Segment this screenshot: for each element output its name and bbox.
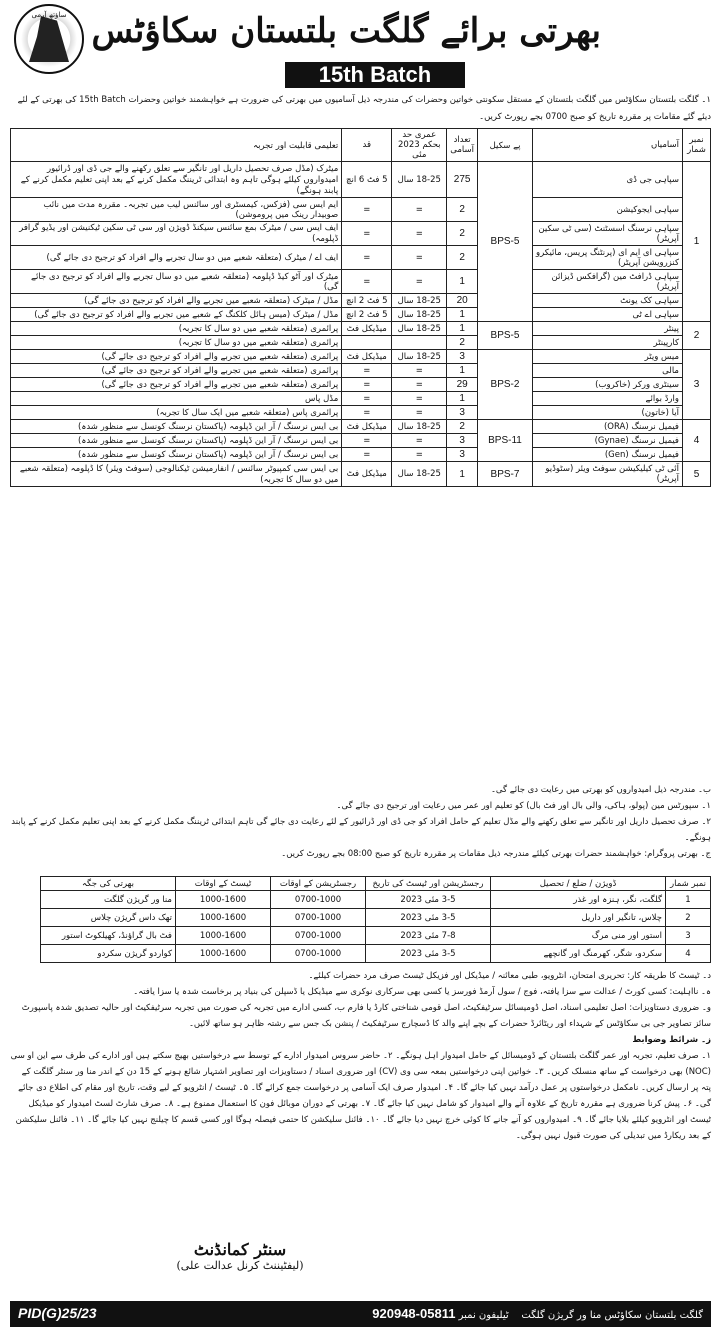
post-count: 2 [447,246,478,270]
height-req: میڈیکل فٹ [342,420,392,434]
post-name: سپاہی ڈرافٹ مین (گرافکس ڈیزائن آپریٹر) [533,270,683,294]
qualification: میٹرک (مڈل صرف تحصیل داریل اور تانگیر سے تعلق رکھنے والے جی ڈی اور ڈرائیور امیدواروں کیلئے ہوگی تاہم وہ ابتدائی ٹریننگ مکمل کرنے کے بعد اپنی تعلیم مکمل کرنے کے پابند ہونگے) [11,162,342,198]
age-limit: = [392,378,447,392]
sched-place: کواردو گریژن سکردو [41,945,176,963]
table-row [11,308,711,322]
age-limit: = [392,246,447,270]
sched-date: 7-8 مئی 2023 [366,927,491,945]
header-post: آسامیاں [533,129,683,162]
rule-z-title: ز۔ شرائط وضوابط [632,1035,711,1045]
pay-scale: BPS-7 [478,462,533,487]
sched-reg: 0700-1000 [271,891,366,909]
header-count: تعداد آسامی [447,129,478,162]
table-header-row [11,129,711,162]
schedule-row [41,945,711,963]
table-row [11,434,711,448]
sched-h-test: ٹیسٹ کے اوقات [176,877,271,891]
post-name: سپاہی نرسنگ اسسٹنٹ (سی ٹی سکین آپریٹر) [533,222,683,246]
height-req: = [342,198,392,222]
header-bps: پے سکیل [478,129,533,162]
qualification: بی ایس نرسنگ / آر این ڈپلومہ (پاکستان نرسنگ کونسل سے منظور شدہ) [11,434,342,448]
rule-d: د۔ ٹیسٹ کا طریقہ کار: تحریری امتحان، انٹرویو، طبی معائنہ / میڈیکل اور فزیکل ٹیسٹ صرف مرد حضرات کیلئے۔ [308,971,711,981]
qualification: مڈل پاس [11,392,342,406]
sched-h-place: بھرتی کی جگہ [41,877,176,891]
height-req: = [342,378,392,392]
logo-text: ساؤتھ آرمی [31,11,67,19]
sched-place: فٹ بال گراؤنڈ، کھیلکوٹ استور [41,927,176,945]
qualification: بی ایس نرسنگ / آر این ڈپلومہ (پاکستان نرسنگ کونسل سے منظور شدہ) [11,420,342,434]
header-qualification: تعلیمی قابلیت اور تجربہ [11,129,342,162]
post-name: سینٹری ورکر (خاکروب) [533,378,683,392]
age-limit: = [392,270,447,294]
qualification: پرائمری (متعلقہ شعبے میں دو سال کا تجربہ) [11,336,342,350]
age-limit: 18-25 سال [392,162,447,198]
note-b: ب۔ مندرجہ ذیل امیدواروں کو بھرتی میں رعایت دی جائے گی۔ [490,785,711,795]
intro-text: ۱۔ گلگت بلتستان سکاؤٹس میں گلگت بلتستان کے مستقل سکونتی خواتین وحضرات کی مندرجہ ذیل آسامیوں میں بھرتی کی ضرورت ہے خواہشمند خواتین وحضرات 15th Batch کی بھرتی کے لئے دیئے گئے مقامات پر مقررہ تاریخ کو صبح 0700 بجے رپورٹ کریں۔ [17,95,711,122]
sched-place: منا ور گریژن گلگت [41,891,176,909]
height-req: = [342,392,392,406]
sched-test: 1000-1600 [176,891,271,909]
signature-block [140,1240,340,1272]
post-count: 1 [447,270,478,294]
age-limit: = [392,392,447,406]
post-count: 2 [447,420,478,434]
posts-table [10,128,711,487]
table-row [11,198,711,222]
sched-reg: 0700-1000 [271,945,366,963]
rule-h: ہ۔ نااہلیت: کسی کورٹ / عدالت سے سزا یافتہ، فوج / سول آرمڈ فورسز یا کسی بھی سرکاری نوکری سے میڈیکل یا ڈسپلن کی بنیاد پر برخاست شدہ یا سزا یافتہ۔ [133,987,711,997]
age-limit: 18-25 سال [392,420,447,434]
pay-scale: BPS-5 [478,162,533,322]
age-limit: = [392,406,447,420]
post-count: 275 [447,162,478,198]
schedule-table [40,876,711,963]
group-number: 5 [683,462,711,487]
table-row [11,322,711,336]
post-name: سپاہی کک یونٹ [533,294,683,308]
height-req: میڈیکل فٹ [342,322,392,336]
post-count: 20 [447,294,478,308]
qualification: پرائمری (متعلقہ شعبے میں تجربے والے افراد کو ترجیح دی جائے گی) [11,364,342,378]
table-row [11,222,711,246]
post-name: پینٹر [533,322,683,336]
table-row [11,378,711,392]
sched-date: 3-5 مئی 2023 [366,891,491,909]
group-number: 3 [683,350,711,420]
table-row [11,350,711,364]
height-req: = [342,364,392,378]
table-row [11,392,711,406]
table-row [11,448,711,462]
age-limit: = [392,198,447,222]
sched-no: 4 [666,945,711,963]
sched-reg: 0700-1000 [271,909,366,927]
footer-phone-label: ٹیلیفون نمبر [458,1310,509,1321]
schedule-header-row [41,877,711,891]
post-name: میس ویٹر [533,350,683,364]
sched-h-no: نمبر شمار [666,877,711,891]
header-no: نمبر شمار [683,129,711,162]
group-number: 2 [683,322,711,350]
height-req: = [342,406,392,420]
qualification: مڈل / میٹرک (میس ہائل کلکنگ کے شعبے میں تجربے والے افراد کو ترجیح دی جائے گی) [11,308,342,322]
height-req: 5 فٹ 2 انچ [342,294,392,308]
post-name: مالی [533,364,683,378]
group-number: 1 [683,162,711,322]
header [10,2,711,94]
signature-title: سنٹر کمانڈنٹ [193,1240,287,1259]
sched-place: تھک داس گریژن چلاس [41,909,176,927]
height-req: 5 فٹ 6 انچ [342,162,392,198]
height-req: میڈیکل فٹ [342,350,392,364]
post-name: سپاہی ای ایم ای (پرنٹنگ پریس، مائیکرو کنزرویشن آپریٹر) [533,246,683,270]
schedule-row [41,909,711,927]
schedule-row [41,927,711,945]
note-1: ۱۔ سپورٹس مین (پولو، ہاکی، والی بال اور فٹ بال) کو تعلیم اور عمر میں رعایت اور ترجیح دی جائے گی۔ [336,801,711,811]
batch-label: 15th Batch [285,62,465,88]
pay-scale: BPS-5 [478,322,533,350]
post-count: 1 [447,322,478,336]
header-height: قد [342,129,392,162]
footer-phone: 05811-920948 [372,1306,456,1321]
post-name: سپاہی ایجوکیشن [533,198,683,222]
rule-w: و۔ ضروری دستاویزات: اصل تعلیمی اسناد، اصل ڈومیسائل سرٹیفکیٹ، اصل قومی شناختی کارڈ یا فارم ب، کسی ادارے میں تجربہ کی صورت میں تجربہ سرٹیفکیٹ اور حالیہ تصدیق شدہ پاسپورٹ سائز تصاویر جی بی سکاؤٹس کے شہداء اور ریٹائرڈ حضرات کے بچے اپنے والد کا ڈسچارج سرٹیفکیٹ / پنشن بک جس سے رشتہ ظاہر ہو ساتھ لائیں۔ [21,1003,711,1029]
age-limit: 18-25 سال [392,462,447,487]
signature-name: (لیفٹیننٹ کرنل عدالت علی) [176,1259,304,1272]
table-row [11,294,711,308]
sched-reg: 0700-1000 [271,927,366,945]
note-j: ج۔ بھرتی پروگرام: خواہشمند حضرات بھرتی کیلئے مندرجہ ذیل مقامات پر مقررہ تاریخ کو صبح 08:00 بجے رپورٹ کریں۔ [281,849,711,859]
post-count: 1 [447,364,478,378]
post-name: آیا (خاتون) [533,406,683,420]
sched-no: 3 [666,927,711,945]
sched-h-area: ڈویژن / ضلع / تحصیل [491,877,666,891]
post-count: 1 [447,392,478,406]
post-count: 3 [447,434,478,448]
table-row [11,270,711,294]
sched-no: 2 [666,909,711,927]
group-number: 4 [683,420,711,462]
age-limit: 18-25 سال [392,308,447,322]
post-count: 2 [447,222,478,246]
post-name: وارڈ بوائے [533,392,683,406]
height-req: 5 فٹ 2 انچ [342,308,392,322]
age-limit: 18-25 سال [392,350,447,364]
rules [10,968,711,1144]
post-name: آئی ٹی کیلیکیشن سوفٹ ویئر (سٹوڈیو آپریٹر) [533,462,683,487]
qualification: پرائمری (متعلقہ شعبے میں تجربے والے افراد کو ترجیح دی جائے گی) [11,350,342,364]
age-limit: 18-25 سال [392,322,447,336]
sched-test: 1000-1600 [176,909,271,927]
post-name: سپاہی اے ٹی [533,308,683,322]
age-limit: = [392,364,447,378]
sched-h-date: رجسٹریشن اور ٹیسٹ کی تاریخ [366,877,491,891]
qualification: میٹرک اور آٹو کیڈ ڈپلومہ (متعلقہ شعبے میں دو سال تجربے والے افراد کو ترجیح دی جائے گی) [11,270,342,294]
table-row [11,462,711,487]
post-count: 1 [447,462,478,487]
post-name: کارپینٹر [533,336,683,350]
age-limit: = [392,222,447,246]
footer-address: گلگت بلتستان سکاؤٹس منا ور گریژن گلگت [521,1310,703,1321]
post-name: فیمیل نرسنگ (Gynae) [533,434,683,448]
qualification: بی ایس نرسنگ / آر این ڈپلومہ (پاکستان نرسنگ کونسل سے منظور شدہ) [11,448,342,462]
qualification: مڈل / میٹرک (متعلقہ شعبے میں تجربے والے افراد کو ترجیح دی جائے گی) [11,294,342,308]
qualification: ایف ایس سی / میٹرک بمع سائنس سیکنڈ ڈویژن اور سی ٹی سکین ٹیکنیشن اور یڈیو گرافر ڈپلومہ) [11,222,342,246]
post-count: 1 [447,308,478,322]
sched-no: 1 [666,891,711,909]
post-name: فیمیل نرسنگ (Gen) [533,448,683,462]
age-limit [392,336,447,350]
table-row [11,246,711,270]
post-count: 29 [447,378,478,392]
sched-test: 1000-1600 [176,945,271,963]
table-row [11,162,711,198]
table-row [11,364,711,378]
sched-date: 3-5 مئی 2023 [366,945,491,963]
post-count: 3 [447,350,478,364]
page-title: بھرتی برائے گلگت بلتستان سکاؤٹس [91,11,601,51]
post-count: 2 [447,336,478,350]
post-name: سپاہی جی ڈی [533,162,683,198]
post-name: فیمیل نرسنگ (ORA) [533,420,683,434]
qualification: پرائمری (متعلقہ شعبے میں دو سال کا تجربہ) [11,322,342,336]
note-2: ۲۔ صرف تحصیل داریل اور تانگیر سے تعلق رکھنے والے مڈل تعلیم کے حامل افراد کو جی ڈی اور ڈرائیور کے لئے رعایت دی جائے گی تاہم ابتدائی ٹریننگ مکمل کرنے کے بعد اپنی تعلیم مکمل کرنے کے پابند ہونگے۔ [11,817,711,843]
sched-area: گلگت، نگر، ہنزہ اور غذر [491,891,666,909]
pay-scale: BPS-11 [478,420,533,462]
height-req: = [342,222,392,246]
height-req: = [342,270,392,294]
post-count: 2 [447,198,478,222]
table-row [11,336,711,350]
height-req: میڈیکل فٹ [342,462,392,487]
pid-code: PID(G)25/23 [18,1305,97,1321]
header-age: عمری حد بحکم 2023 مئی [392,129,447,162]
height-req: = [342,246,392,270]
sched-area: چلاس، تانگیر اور داریل [491,909,666,927]
age-limit: = [392,448,447,462]
qualification: پرائمری (متعلقہ شعبے میں تجربے والے افراد کو ترجیح دی جائے گی) [11,378,342,392]
qualification: ایم ایس سی (فزکس، کیمسٹری اور سائنس لیب میں تجربہ۔ مقررہ مدت میں نائب صوبیدار رینک میں پروموشن) [11,198,342,222]
qualification: ایف اے / میٹرک (متعلقہ شعبے میں دو سال تجربے والے افراد کو ترجیح دی جائے گی) [11,246,342,270]
table-row [11,406,711,420]
notes [10,782,711,862]
footer-bar [10,1301,711,1327]
post-count: 3 [447,448,478,462]
qualification: پرائمری پاس (متعلقہ شعبے میں ایک سال کا تجربہ) [11,406,342,420]
scouts-logo [14,4,84,74]
sched-h-reg: رجسٹریشن کے اوقات [271,877,366,891]
age-limit: = [392,434,447,448]
sched-date: 3-5 مئی 2023 [366,909,491,927]
post-count: 3 [447,406,478,420]
sched-test: 1000-1600 [176,927,271,945]
sched-area: استور اور منی مرگ [491,927,666,945]
age-limit: 18-25 سال [392,294,447,308]
height-req [342,336,392,350]
schedule-row [41,891,711,909]
sched-area: سکردو، شگر، کھرمنگ اور گانچھے [491,945,666,963]
rule-z-body: ۱۔ صرف تعلیم، تجربہ اور عمر گلگت بلتستان کے ڈومیسائل کے حامل امیدوار اہل ہونگے۔ ۲۔ حاضر سروس امیدوار ادارے کے توسط سے درخواستیں بھیج سکتے ہیں اور ادارے کی طرف سے این او سی (NOC) بھی درخواست کے ساتھ منسلک کریں۔ ۳۔ خواتین اپنی درخواستیں بمعہ سی وی (CV) اور ضروری اسناد / دستاویزات اور تصاویر اشتہار شائع ہونے کے 15 دن کے اندر منا ور سنٹر گلگت کے پتہ پر ارسال کریں۔ نامکمل درخواستوں پر عمل درآمد نہیں کیا جائے گا۔ ۴۔ امیدوار صرف ایک آسامی پر درخواست جمع کرائے گا۔ ۵۔ ٹیسٹ / انٹرویو کے لیے وقت، تاریخ اور مقام کی اطلاع دی جائے گی۔ ۶۔ پیش کرنا ضروری ہے مقررہ تاریخ کے علاوہ آنے والے امیدوار کو شامل نہیں کیا جائے گا۔ ۷۔ بھرتی کے دوران موبائل فون کا استعمال ممنوع ہے۔ ۸۔ صرف شارٹ لسٹ امیدوار کو میڈیکل ٹیسٹ اور انٹرویو کیلئے بلایا جائے گا۔ ۹۔ امیدواروں کو آنے جانے کا کوئی خرچ نہیں دیا جائے گا۔ ۱۰۔ فائنل سلیکشن کا حتمی فیصلہ ہوگا اور کسی قسم کا چیلنج نہیں کیا جائے گا۔ ۱۱۔ فائنل سلیکشن کے بعد ریکارڈ میں تبدیلی کی صورت قبول نہیں ہوگی۔ [10,1051,711,1141]
qualification: بی ایس سی کمپیوٹر سائنس / انفارمیشن ٹیکنالوجی (سوفٹ ویئر) کا ڈپلومہ (متعلقہ شعبے میں دو سال کا تجربہ) [11,462,342,487]
table-row [11,420,711,434]
pay-scale: BPS-2 [478,350,533,420]
height-req: = [342,448,392,462]
footer-contact [372,1306,703,1321]
height-req: = [342,434,392,448]
markhor-emblem-icon [29,16,69,62]
